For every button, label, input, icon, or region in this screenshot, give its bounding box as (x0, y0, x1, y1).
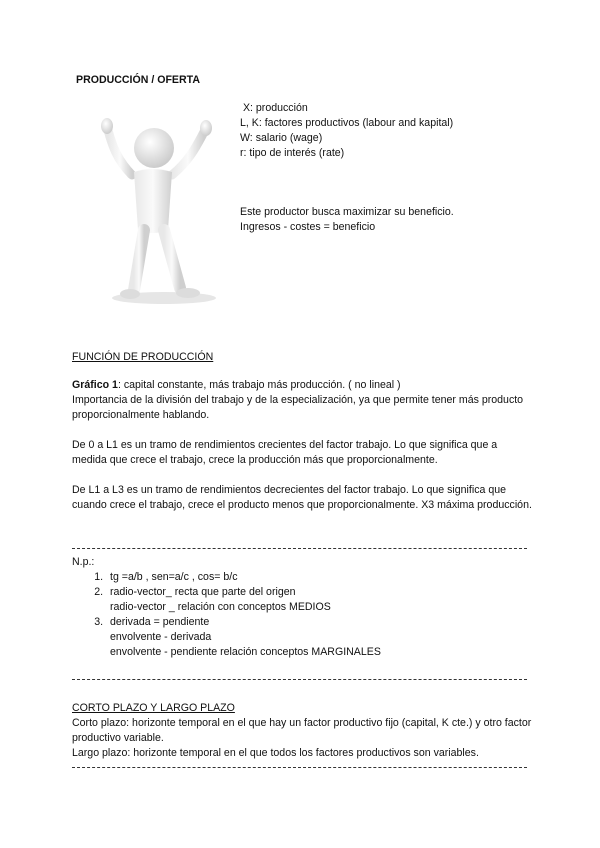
importancia-text: Importancia de la división del trabajo y de la especialización, ya que permite tener más producto proporcionalmente hablando. (72, 394, 524, 421)
np-label: N.p.: (72, 556, 95, 568)
grafico-label: Gráfico 1 (72, 379, 118, 391)
grafico-paragraph (72, 378, 532, 423)
producer-note-line2: Ingresos - costes = beneficio (240, 221, 376, 233)
largo-plazo-paragraph: Largo plazo: horizonte temporal en el que todos los factores productivos son variables. (72, 747, 479, 759)
corto-plazo-paragraph: Corto plazo: horizonte temporal en el que hay un factor productivo fijo (capital, K cte.) y otro factor productivo variable. (72, 717, 532, 744)
np-list (72, 570, 532, 660)
page-title: PRODUCCIÓN / OFERTA (76, 74, 200, 86)
definition-w: W: salario (wage) (240, 132, 323, 144)
np-item-1-text: tg =a/b , sen=a/c , cos= b/c (110, 571, 238, 583)
np-item-2a-text: radio-vector_ recta que parte del origen (110, 586, 296, 598)
np-item-3 (106, 615, 532, 660)
white-figure-icon (72, 100, 234, 322)
definition-lk: L, K: factores productivos (labour and kapital) (240, 117, 454, 129)
producer-note (240, 205, 454, 235)
rendimientos-crecientes-paragraph: De 0 a L1 es un tramo de rendimientos crecientes del factor trabajo. Lo que significa que a medida que crece el trabajo, crece la producción más que proporcionalmente. (72, 439, 498, 466)
definition-r: r: tipo de interés (rate) (240, 147, 345, 159)
np-block (72, 555, 532, 660)
definition-x: X: producción (240, 102, 308, 114)
np-item-3a-text: derivada = pendiente (110, 616, 210, 628)
person-figure-image (72, 100, 234, 322)
dashed-divider (72, 767, 527, 768)
grafico-text: : capital constante, más trabajo más producción. ( no lineal ) (117, 379, 401, 391)
np-item-2 (106, 585, 532, 615)
np-item-2b-text: radio-vector _ relación con conceptos MEDIOS (110, 601, 331, 613)
section-heading-plazo: CORTO PLAZO Y LARGO PLAZO (72, 702, 235, 714)
np-item-3c-text: envolvente - pendiente relación conceptos MARGINALES (110, 646, 381, 658)
variable-definitions (240, 101, 453, 161)
section-heading-funcion: FUNCIÓN DE PRODUCCIÓN (72, 351, 214, 363)
producer-note-line1: Este productor busca maximizar su beneficio. (240, 206, 454, 218)
dashed-divider (72, 679, 527, 680)
rendimientos-decrecientes-paragraph: De L1 a L3 es un tramo de rendimientos decrecientes del factor trabajo. Lo que significa que cuando crece el trabajo, crece el producto menos que proporcionalmente. X3 máxima producción. (72, 484, 532, 511)
dashed-divider (72, 548, 527, 549)
np-item-1 (106, 570, 532, 585)
np-item-3b-text: envolvente - derivada (110, 631, 212, 643)
